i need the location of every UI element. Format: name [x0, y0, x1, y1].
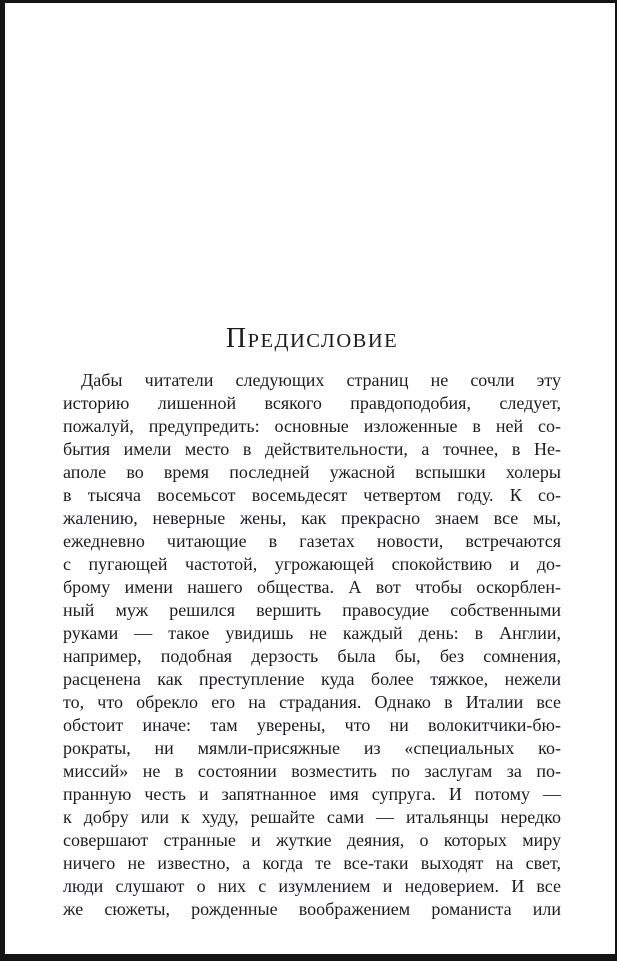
preface-paragraph — [63, 369, 561, 921]
text-line: то, что обрекло его на страдания. Однако в Италии все — [63, 692, 561, 712]
text-line: руками — такое увидишь не каждый день: в Англии, — [63, 623, 561, 643]
text-line: рократы, ни мямли-присяжные из «специальных ко- — [63, 738, 561, 758]
text-line: же сюжеты, рожденные воображением романиста или — [63, 899, 561, 919]
text-line: ный муж решился вершить правосудие собственными — [63, 600, 561, 620]
text-line: ежедневно читающие в газетах новости, встречаются — [63, 531, 561, 551]
text-line: ничего не известно, а когда те все-таки выходят на свет, — [63, 853, 561, 873]
text-line: аполе во время последней ужасной вспышки холеры — [63, 462, 561, 482]
text-line: историю лишенной всякого правдоподобия, следует, — [63, 393, 561, 413]
text-line: пожалуй, предупредить: основные изложенные в ней со- — [63, 416, 561, 436]
text-line: например, подобная дерзость была бы, без сомнения, — [63, 646, 561, 666]
chapter-title — [63, 323, 561, 355]
text-line: обстоит иначе: там уверены, что ни волокитчики-бю- — [63, 715, 561, 735]
text-line: жалению, неверные жены, как прекрасно знаем все мы, — [63, 508, 561, 528]
book-page — [5, 3, 615, 954]
text-line: Дабы читатели следующих страниц не сочли эту — [81, 370, 561, 390]
text-line: с пугающей частотой, угрожающей спокойствию и до- — [63, 554, 561, 574]
text-line: совершают странные и жуткие деяния, о которых миру — [63, 830, 561, 850]
text-line: в тысяча восемьсот восемьдесят четвертом году. К со- — [63, 485, 561, 505]
text-line: пранную честь и запятнанное имя супруга. И потому — — [63, 784, 561, 804]
chapter-title-initial: П — [225, 323, 248, 354]
chapter-title-rest: РЕДИСЛОВИЕ — [247, 330, 399, 352]
text-line: миссий» не в состоянии возместить по заслугам за по- — [63, 761, 561, 781]
text-line: люди слушают о них с изумлением и недоверием. И все — [63, 876, 561, 896]
text-line: расценена как преступление куда более тяжкое, нежели — [63, 669, 561, 689]
text-line: брому имени нашего общества. А вот чтобы оскорблен- — [63, 577, 561, 597]
text-line: к добру или к худу, решайте сами — итальянцы нередко — [63, 807, 561, 827]
text-line: бытия имели место в действительности, а точнее, в Не- — [63, 439, 561, 459]
